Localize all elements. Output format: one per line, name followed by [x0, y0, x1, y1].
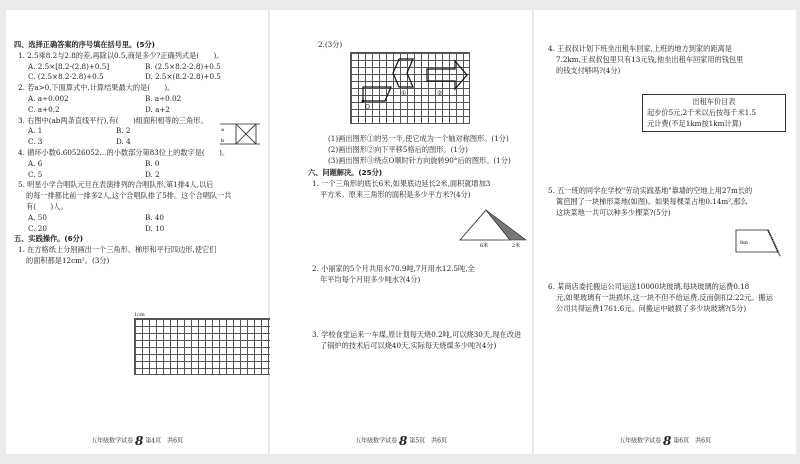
figure-1-half [393, 59, 413, 87]
question-text: 2. 若a>0,下面算式中,计算结果最大的是( )。 [18, 83, 175, 93]
question-text: 的面积都是12cm²。(3分) [26, 255, 110, 265]
page-footer [270, 434, 532, 448]
section-4 [14, 40, 262, 267]
option-a[interactable]: A. 50 [28, 212, 47, 222]
question-text: 有( )人。 [26, 201, 68, 211]
question-p5 [544, 186, 790, 218]
section-6 [308, 168, 526, 200]
footer-logo: 8 [663, 434, 672, 448]
option-a[interactable]: A. a÷0.002 [28, 93, 69, 103]
question-item: (1)画出图形①的另一半,使它成为一个轴对称图形。(1分) [328, 134, 509, 143]
question-text: 7.2km,王叔叔包里只有13元钱,他坐出租车回家用的钱包里 [556, 54, 744, 64]
footer-logo: 8 [399, 434, 408, 448]
footer-page-number: 第5页 共6页 [409, 437, 447, 445]
option-b[interactable]: B. 2 [116, 126, 131, 136]
question-text: 年平均每个月用多少吨水?(4分) [320, 274, 421, 284]
option-list [14, 62, 262, 84]
base-label: 6米 [480, 243, 489, 248]
line-label-a: a [221, 127, 224, 134]
grid-scale-label: 1cm [134, 312, 145, 318]
figure-label-2: ② [437, 90, 443, 97]
question-text: 6. 某商店委托搬运公司运送10000块玻璃,每块玻璃的运费0.18 [548, 282, 750, 291]
question-p2 [308, 264, 526, 286]
question-item: (2)画出图形②向下平移5格后的图形。(1分) [328, 144, 468, 154]
option-list [14, 159, 262, 181]
question-2-heading [318, 40, 526, 51]
option-a[interactable]: A. 2.5×[8.2-(2.8)+0.5] [28, 61, 110, 71]
option-d[interactable]: D. 10 [145, 223, 165, 233]
exam-page-4 [6, 10, 268, 454]
question-text: 了锅炉的技术后可以烧40天,实际每天烧煤多少吨?(4分) [320, 340, 497, 350]
figure-3-shape [363, 87, 391, 101]
question-text: 平方米。原来三角形的面积是多少平方米?(4分) [320, 189, 471, 199]
section-title: 五、实践操作。(6分) [14, 234, 84, 244]
footer-title: 五年级数学试卷 [619, 437, 662, 445]
table-line: 元计费(不足1km按1km计算) [647, 118, 742, 128]
footer-logo: 8 [135, 434, 144, 448]
section-title: 四、选择正确答案的序号填在括号里。(5分) [14, 40, 155, 49]
table-title: 出租车价目表 [692, 97, 736, 106]
exam-page-5 [270, 10, 532, 454]
grid-figures [351, 53, 471, 125]
option-b[interactable]: B. 0 [145, 158, 160, 168]
page-footer [534, 434, 796, 448]
parallel-lines-figure [218, 120, 262, 148]
point-label-o: O [365, 104, 370, 111]
option-d[interactable]: D. 2 [145, 169, 160, 179]
question-text: 1. 在方格纸上分别画出一个三角形、梯形和平行四边形,使它们 [18, 245, 217, 255]
footer-title: 五年级数学试卷 [355, 437, 398, 445]
option-c[interactable]: C. 20 [28, 223, 47, 233]
page-footer [6, 434, 268, 448]
option-a[interactable]: A. 6 [28, 158, 43, 168]
question-text: 的每一排都比前一排多2人,这个合唱队排了5排。这个合唱队一共 [26, 191, 232, 201]
question-text: 的钱支付够吗?(4分) [556, 65, 621, 75]
question-p3 [308, 330, 526, 352]
footer-page-number: 第6页 共6页 [673, 437, 711, 445]
question-text: 5. 五一班的同学在学校"劳动实践基地"靠墙的空地上用27m长的 [548, 186, 753, 195]
option-d[interactable]: D. 4 [116, 137, 131, 147]
question-text: 公司共得运费1761.6元。问搬运中破损了多少块玻璃?(5分) [556, 303, 747, 313]
question-p6 [544, 282, 790, 314]
option-c[interactable]: C. 3 [28, 137, 43, 147]
trapezoid-figure [732, 222, 782, 262]
option-c[interactable]: C. (2.5×8.2-2.8)+0.5 [28, 72, 104, 82]
question-text: 5. 明星小学合唱队元旦在表演排列的合唱队形,第1排4人,以后 [18, 180, 214, 190]
option-c[interactable]: C. 5 [28, 169, 43, 179]
transform-grid[interactable] [350, 52, 470, 124]
question-text: 2. 小丽家的5个月共用水70.9吨,7月用水12.5吨,全 [312, 264, 475, 273]
option-c[interactable]: C. a+0.2 [28, 104, 60, 114]
drawing-grid[interactable] [134, 318, 282, 375]
height-label: 8m [740, 240, 748, 246]
table-line: 起步价5元,2千米以后按每千米1.5 [647, 107, 757, 117]
question-text: 1. 一个三角形的底长6米,如果底边延长2米,面积就增加3 [312, 178, 491, 188]
option-a[interactable]: A. 1 [28, 126, 43, 136]
triangle-figure [456, 206, 530, 248]
option-d[interactable]: D. a+2 [145, 104, 170, 114]
extension-label: 2米 [512, 243, 521, 248]
figure-label-1: ① [401, 90, 407, 97]
option-b[interactable]: B. (2.5×8.2-2.8)+0.5 [145, 61, 221, 71]
option-list [14, 94, 262, 116]
section-title: 六、问题解决。(25分) [308, 168, 383, 177]
question-text: 3. 学校食堂运来一车煤,原计划每天烧0.2吨,可以烧30天,现在改进 [312, 330, 522, 339]
question-text: 2.(3分) [318, 40, 343, 49]
option-b[interactable]: B. a÷0.02 [145, 93, 182, 103]
question-text: 4. 循环小数6.60526052…的小数部分第83位上的数字是( )。 [18, 147, 230, 157]
option-b[interactable]: B. 40 [145, 212, 164, 222]
option-list [14, 213, 262, 235]
footer-page-number: 第4页 共6页 [145, 437, 183, 445]
footer-title: 五年级数学试卷 [91, 437, 134, 445]
figure-2-arrow [427, 61, 467, 89]
question-p4 [544, 44, 790, 76]
taxi-price-table [642, 94, 786, 132]
exam-page-6 [534, 10, 796, 454]
question-text: 这块菜地一共可以种多少棵菜?(5分) [556, 207, 671, 217]
question-item: (3)画出图形③绕点O顺时针方向旋转90°后的图形。(1分) [328, 155, 511, 165]
question-2-items [328, 134, 526, 166]
question-text: 3. 右图中(ab两条直线平行),有( )组面积相等的三角形。 [18, 115, 208, 125]
option-d[interactable]: D. 2.5×(8.2-2.8)+0.5 [145, 72, 221, 82]
question-text: 4. 王叔叔计划下班坐出租车回家,上班的地方到家的距离是 [548, 44, 732, 53]
question-text: 元,如果玻璃有一块损坏,这一块不但不给运费,反而倒扣2.22元。搬运 [556, 292, 773, 302]
option-list [14, 126, 204, 148]
line-label-b: b [221, 138, 225, 145]
question-text: 1. 2.5乘8.2与2.8的差,再除以0.5,商是多少?正确列式是( )。 [18, 50, 224, 60]
question-text: 篱笆围了一块梯形菜地(如图)。如果每棵菜占地0.14m²,那么 [556, 196, 748, 206]
